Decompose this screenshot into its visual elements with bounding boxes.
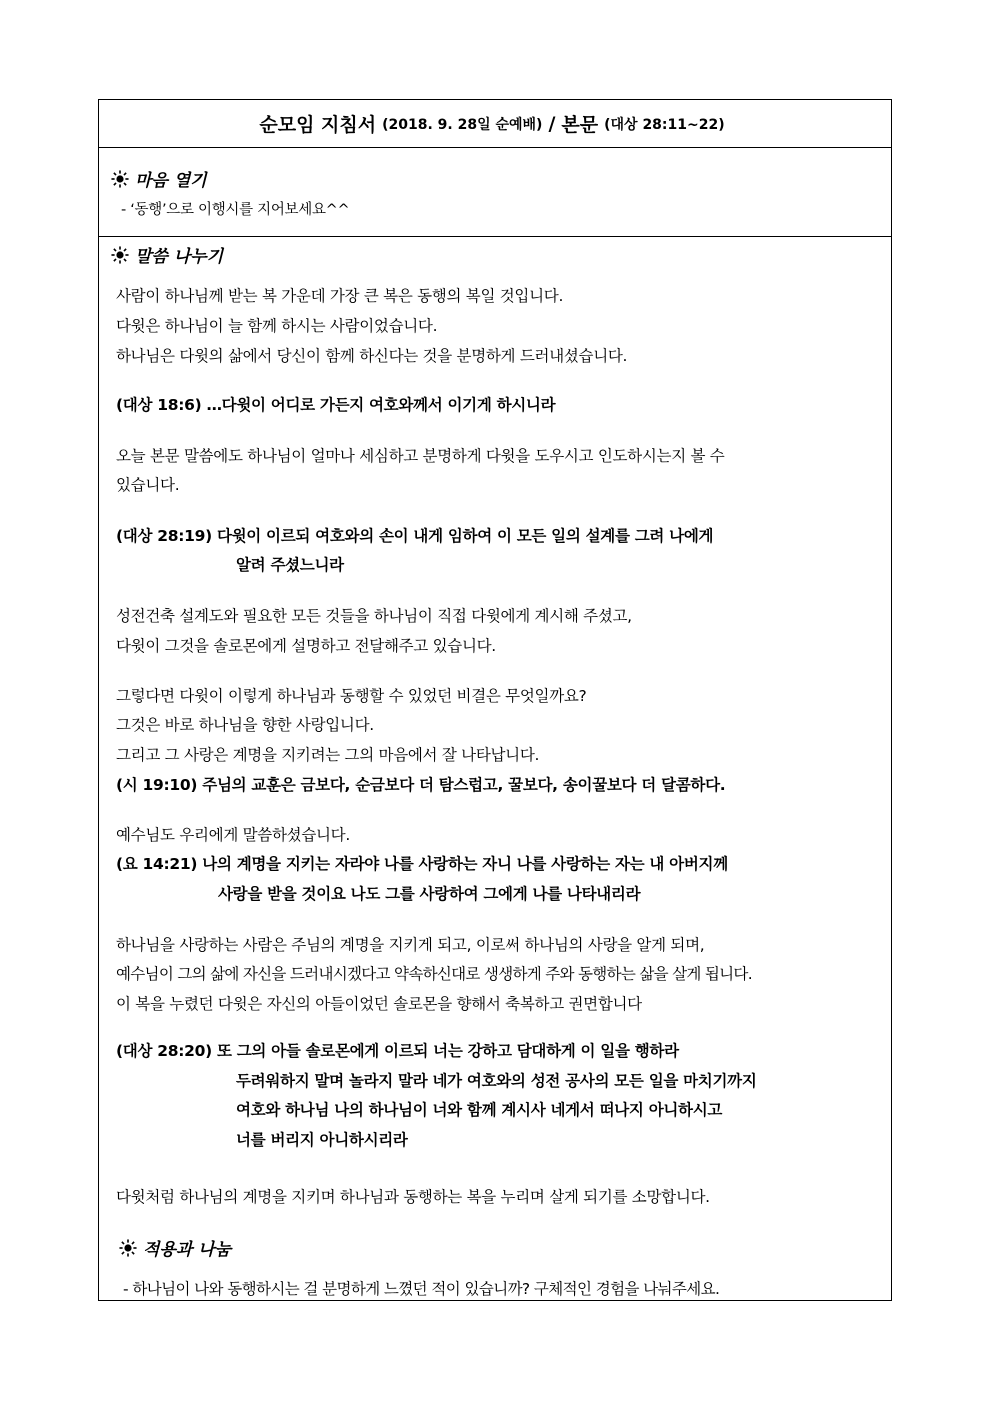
scripture-quote: (대상 28:19) 다윗이 이르되 여호와의 손이 내게 임하여 이 모든 일의 설계를 그려 나에게 — [116, 527, 714, 545]
doc-date: (2018. 9. 28일 순예배) — [382, 116, 543, 133]
text-line: 예수님도 우리에게 말씀하셨습니다. — [116, 826, 350, 844]
heading-label: 마음 열기 — [135, 171, 207, 191]
text-line: 그리고 그 사랑은 계명을 지키려는 그의 마음에서 잘 나타납니다. — [116, 746, 540, 764]
heading-label: 적용과 나눔 — [143, 1240, 232, 1260]
title-separator: / — [548, 112, 556, 135]
scripture-quote-continued: 두려워하지 말며 놀라지 말라 네가 여호와의 성전 공사의 모든 일을 마치기까지 — [236, 1072, 757, 1090]
text-line: 다윗처럼 하나님의 계명을 지키며 하나님과 동행하는 복을 누리며 살게 되기를 소망합니다. — [116, 1188, 710, 1206]
scripture-quote: (대상 28:20) 또 그의 아들 솔로몬에게 이르되 너는 강하고 담대하게 이 일을 행하라 — [116, 1042, 679, 1060]
doc-reference: (대상 28:11~22) — [604, 116, 725, 133]
sun-icon — [119, 1239, 137, 1257]
text-line: 하나님을 사랑하는 사람은 주님의 계명을 지키게 되고, 이로써 하나님의 사랑을 알게 되며, — [116, 936, 705, 954]
text-line: 성전건축 설계도와 필요한 모든 것들을 하나님이 직접 다윗에게 계시해 주셨고, — [116, 607, 632, 625]
text-line: 다윗이 그것을 솔로몬에게 설명하고 전달해주고 있습니다. — [116, 637, 496, 655]
scripture-quote: (시 19:10) 주님의 교훈은 금보다, 순금보다 더 탐스럽고, 꿀보다, 송이꿀보다 더 달콤하다. — [116, 776, 726, 794]
section-heading — [119, 1235, 231, 1260]
text-line: 예수님이 그의 삶에 자신을 드러내시겠다고 약속하신대로 생생하게 주와 동행하는 삶을 살게 됩니다. — [116, 965, 752, 983]
scripture-quote-continued: 여호와 하나님 나의 하나님이 너와 함께 계시사 네게서 떠나지 아니하시고 — [236, 1101, 723, 1119]
scripture-quote-continued: 알려 주셨느니라 — [236, 556, 344, 574]
heading-label: 말씀 나누기 — [135, 247, 224, 267]
text-line: 이 복을 누렸던 다윗은 자신의 아들이었던 솔로몬을 향해서 축복하고 권면합니다 — [116, 995, 642, 1013]
section-open-heart — [99, 148, 891, 237]
text-line: 그렇다면 다윗이 이렇게 하나님과 동행할 수 있었던 비결은 무엇일까요? — [116, 687, 587, 705]
doc-title: 순모임 지침서 — [259, 114, 377, 136]
section-heading — [111, 166, 207, 191]
doc-section: 본문 — [561, 114, 599, 136]
text-line: 있습니다. — [116, 476, 180, 494]
scripture-quote: (대상 18:6) …다윗이 어디로 가든지 여호와께서 이기게 하시니라 — [116, 396, 556, 414]
text-line: - 하나님이 나와 동행하시는 걸 분명하게 느꼈던 적이 있습니까? 구체적인 경험을 나눠주세요. — [123, 1280, 720, 1298]
text-line: 사람이 하나님께 받는 복 가운데 가장 큰 복은 동행의 복일 것입니다. — [116, 287, 564, 305]
section-heading — [111, 242, 223, 267]
title-row — [99, 100, 891, 148]
sun-icon — [111, 246, 129, 264]
text-line: - ‘동행’으로 이행시를 지어보세요^^ — [121, 202, 350, 218]
document-frame — [98, 99, 892, 1301]
scripture-quote: (요 14:21) 나의 계명을 지키는 자라야 나를 사랑하는 자니 나를 사랑하는 자는 내 아버지께 — [116, 855, 728, 873]
scripture-quote-continued: 사랑을 받을 것이요 나도 그를 사랑하여 그에게 나를 나타내리라 — [218, 885, 641, 903]
scripture-quote-continued: 너를 버리지 아니하시리라 — [236, 1131, 408, 1149]
text-line: 오늘 본문 말씀에도 하나님이 얼마나 세심하고 분명하게 다윗을 도우시고 인도하시는지 볼 수 — [116, 447, 725, 465]
text-line: 그것은 바로 하나님을 향한 사랑입니다. — [116, 716, 374, 734]
text-line: 다윗은 하나님이 늘 함께 하시는 사람이었습니다. — [116, 317, 438, 335]
text-line: 하나님은 다윗의 삶에서 당신이 함께 하신다는 것을 분명하게 드러내셨습니다. — [116, 347, 628, 365]
sun-icon — [111, 170, 129, 188]
